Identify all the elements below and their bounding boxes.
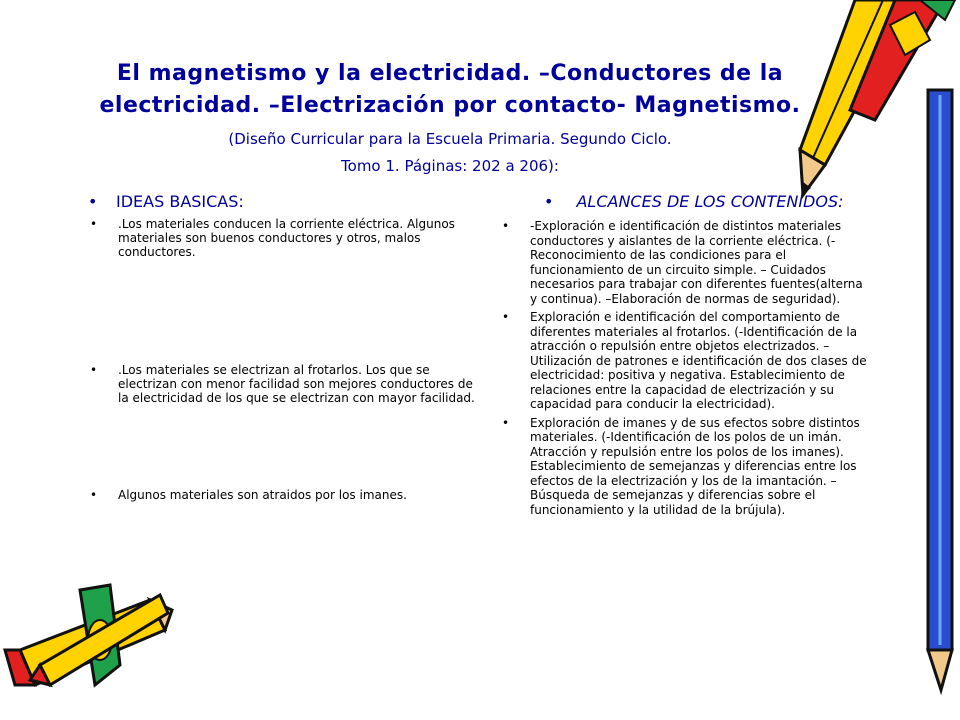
list-item [88,363,476,405]
bullet-icon: • [544,192,554,211]
left-heading [88,192,476,211]
list-item-text: .Los materiales conducen la corriente eléctrica. Algunos materiales son buenos conductores y otros, malos conductores. [118,217,455,259]
list-item-text: Algunos materiales son atraidos por los imanes. [118,488,407,502]
right-heading-text: ALCANCES DE LOS CONTENIDOS: [576,192,844,211]
list-item [88,217,476,259]
title-reference-part2: Tomo 1. Páginas: 202 a 206): [341,157,559,175]
pencils-clipart-top-right [795,0,960,700]
bullet-icon: • [90,488,98,502]
list-item-text: Exploración e identificación del comportamiento de diferentes materiales al frotarlos. (-Identificación de la atracción o repulsión entre objetos electrizados. – Utilización de patrones e identificación de dos clases de electricidad: positiva y negativa. Establecimiento de relaciones entre la capacidad de electrización y su capacidad para conducir la electricidad). [530,310,867,411]
title-reference-part1: (Diseño Curricular para la Escuela Primaria. Segundo Ciclo. [228,130,672,148]
left-column [88,192,476,502]
list-item-text: -Exploración e identificación de distintos materiales conductores y aislantes de la corriente eléctrica. (-Reconocimiento de las condiciones para el funcionamiento de un circuito simple. – Cuidados necesarios para trabajar con diferentes fuentes(alterna y continua). –Elaboración de normas de seguridad). [530,219,863,306]
bullet-icon: • [90,217,98,231]
list-item [88,488,476,502]
bullet-icon: • [502,310,510,324]
title-main-text: El magnetismo y la electricidad. –Conductores de la electricidad. –Electrización por contacto- Magnetismo. [99,61,801,118]
blue-pencil-icon [928,90,952,690]
bullet-icon: • [502,415,510,430]
pencils-clipart-bottom-left [0,555,175,720]
list-item-text: .Los materiales se electrizan al frotarlos. Los que se electrizan con menor facilidad son mejores conductores de la electricidad de los que se electrizan con mayor facilidad. [118,363,475,405]
bullet-icon: • [90,363,98,377]
bullet-icon: • [88,192,98,211]
bullet-icon: • [502,219,510,233]
left-heading-text: IDEAS BASICAS: [116,192,244,211]
list-item-text: Exploración de imanes y de sus efectos sobre distintos materiales. (-Identificación de los polos de un imán. Atracción y repulsión entre los polos de los imanes). Establecimiento de semejanzas y diferencias entre los efectos de la electrización y los de la imantación. – Búsqueda de semejanzas y diferencias sobre el funcionamiento y la utilidad de la brújula). [530,415,860,517]
slide-title [90,58,810,177]
